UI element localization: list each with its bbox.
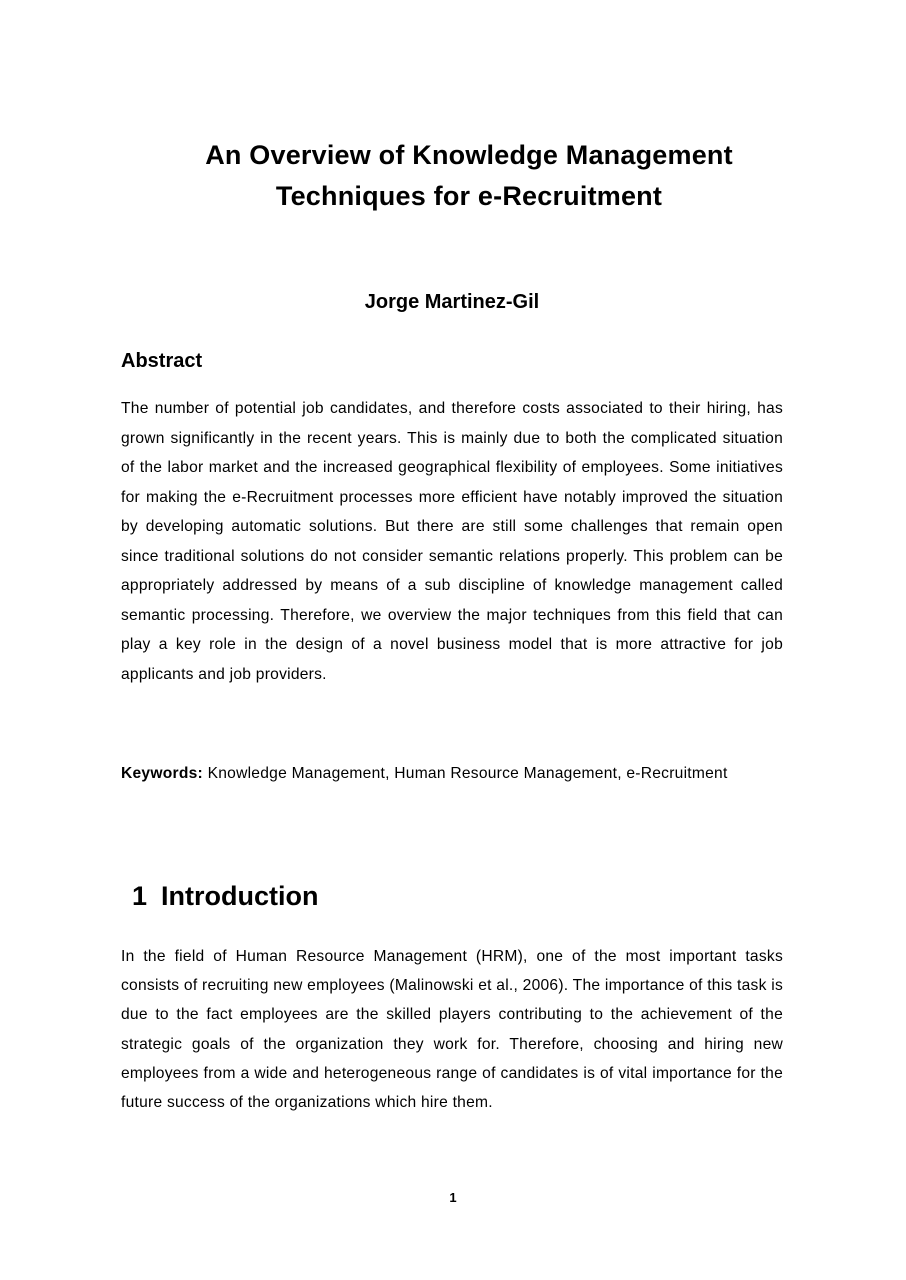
keywords-label: Keywords: (121, 765, 203, 782)
paper-title-line-2: Techniques for e-Recruitment (275, 181, 663, 211)
section-number: 1 (132, 881, 148, 911)
abstract-heading: Abstract (121, 350, 203, 372)
keywords-paragraph (121, 759, 783, 788)
abstract-text: The number of potential job candidates, and therefore costs associated to their hiring, has grown significantly in the recent years. This is mainly due to both the complicated situation of the labor market and the increased geographical flexibility of employees. Some initiatives for making the e-Recruitment processes more efficient have notably improved the situation by developing automatic solutions. But there are still some challenges that remain open since traditional solutions do not consider semantic relations properly. This problem can be appropriately addressed by means of a sub discipline of knowledge management called semantic processing. Therefore, we overview the major techniques from this field that can play a key role in the design of a novel business model that is more attractive for job applicants and job providers. (121, 400, 783, 683)
section-title: Introduction (161, 881, 319, 911)
page-number: 1 (449, 1190, 457, 1205)
paper-title-line-1: An Overview of Knowledge Management (205, 140, 733, 170)
paper-title (121, 135, 817, 217)
keywords-text: Knowledge Management, Human Resource Management, e-Recruitment (207, 765, 728, 782)
introduction-text: In the field of Human Resource Management (HRM), one of the most important tasks consists of recruiting new employees (Malinowski et al., 2006). The importance of this task is due to the fact employees are the skilled players contributing to the achievement of the strategic goals of the organization they work for. Therefore, choosing and hiring new employees from a wide and heterogeneous range of candidates is of vital importance for the future success of the organizations which hire them. (121, 948, 783, 1112)
section-heading-introduction (132, 877, 319, 915)
author-name: Jorge Martinez-Gil (364, 291, 540, 313)
